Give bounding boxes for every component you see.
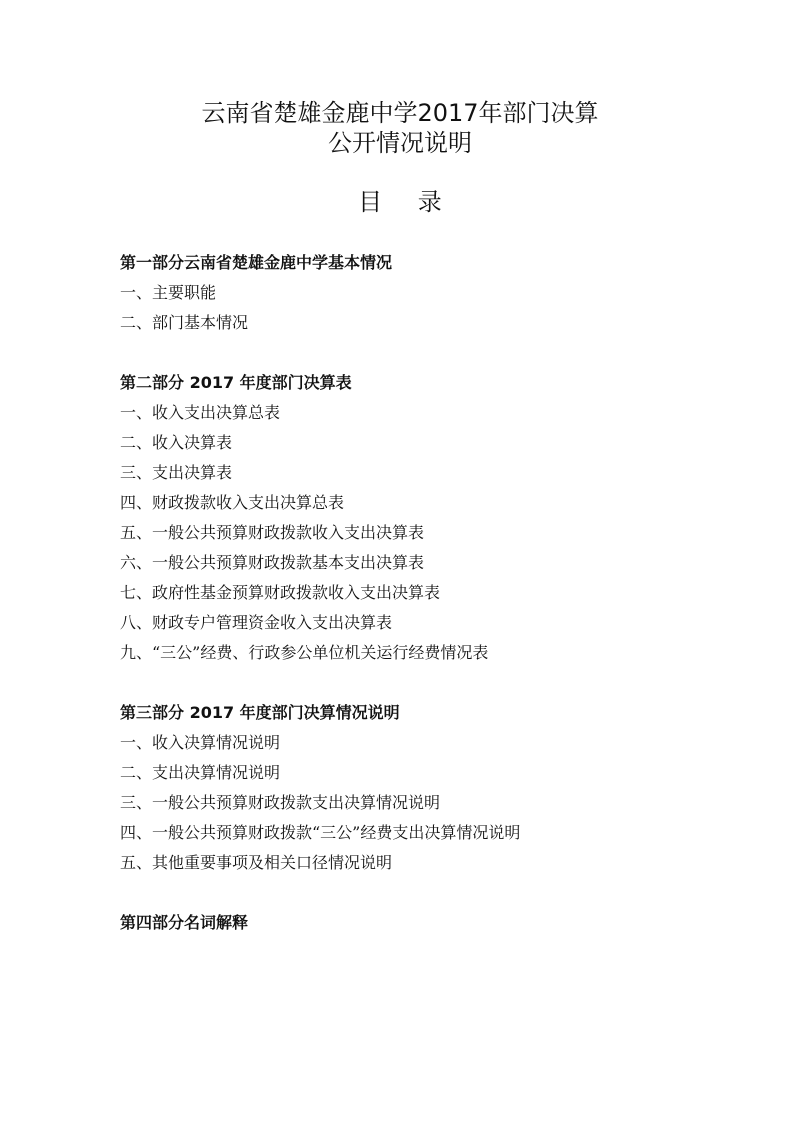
- toc-item: 一、收入支出决算总表: [120, 403, 281, 422]
- toc-section-title: 第三部分 2017 年度部门决算情况说明: [120, 703, 400, 722]
- toc-item-list: [120, 278, 740, 338]
- toc-item: 五、一般公共预算财政拨款收入支出决算表: [120, 523, 425, 542]
- toc-section: [120, 248, 740, 338]
- toc-section-title: 第四部分名词解释: [120, 913, 249, 932]
- toc-item: 二、部门基本情况: [120, 313, 249, 332]
- toc-item-list: [120, 728, 740, 878]
- toc-item: 一、主要职能: [120, 283, 217, 302]
- toc-item: 四、一般公共预算财政拨款“三公”经费支出决算情况说明: [120, 823, 521, 842]
- toc-item: 一、收入决算情况说明: [120, 733, 281, 752]
- toc-item: 三、支出决算表: [120, 463, 233, 482]
- toc-section-title: 第二部分 2017 年度部门决算表: [120, 373, 352, 392]
- toc-item: 九、“三公”经费、行政参公单位机关运行经费情况表: [120, 643, 489, 662]
- toc-item-list: [120, 398, 740, 668]
- toc-item: 二、支出决算情况说明: [120, 763, 281, 782]
- toc-item: 五、其他重要事项及相关口径情况说明: [120, 853, 393, 872]
- toc-heading: 目 录: [358, 188, 456, 216]
- toc-item: 三、一般公共预算财政拨款支出决算情况说明: [120, 793, 441, 812]
- table-of-contents: [120, 248, 740, 938]
- document-title: [0, 98, 800, 158]
- title-line-1: 云南省楚雄金鹿中学2017年部门决算: [201, 99, 599, 127]
- toc-section: [120, 368, 740, 668]
- toc-item: 四、财政拨款收入支出决算总表: [120, 493, 345, 512]
- toc-item: 八、财政专户管理资金收入支出决算表: [120, 613, 393, 632]
- toc-item: 六、一般公共预算财政拨款基本支出决算表: [120, 553, 425, 572]
- title-line-2: 公开情况说明: [328, 129, 472, 157]
- toc-section: [120, 908, 740, 938]
- toc-item: 二、收入决算表: [120, 433, 233, 452]
- toc-item: 七、政府性基金预算财政拨款收入支出决算表: [120, 583, 441, 602]
- toc-section: [120, 698, 740, 878]
- toc-section-title: 第一部分云南省楚雄金鹿中学基本情况: [120, 253, 393, 272]
